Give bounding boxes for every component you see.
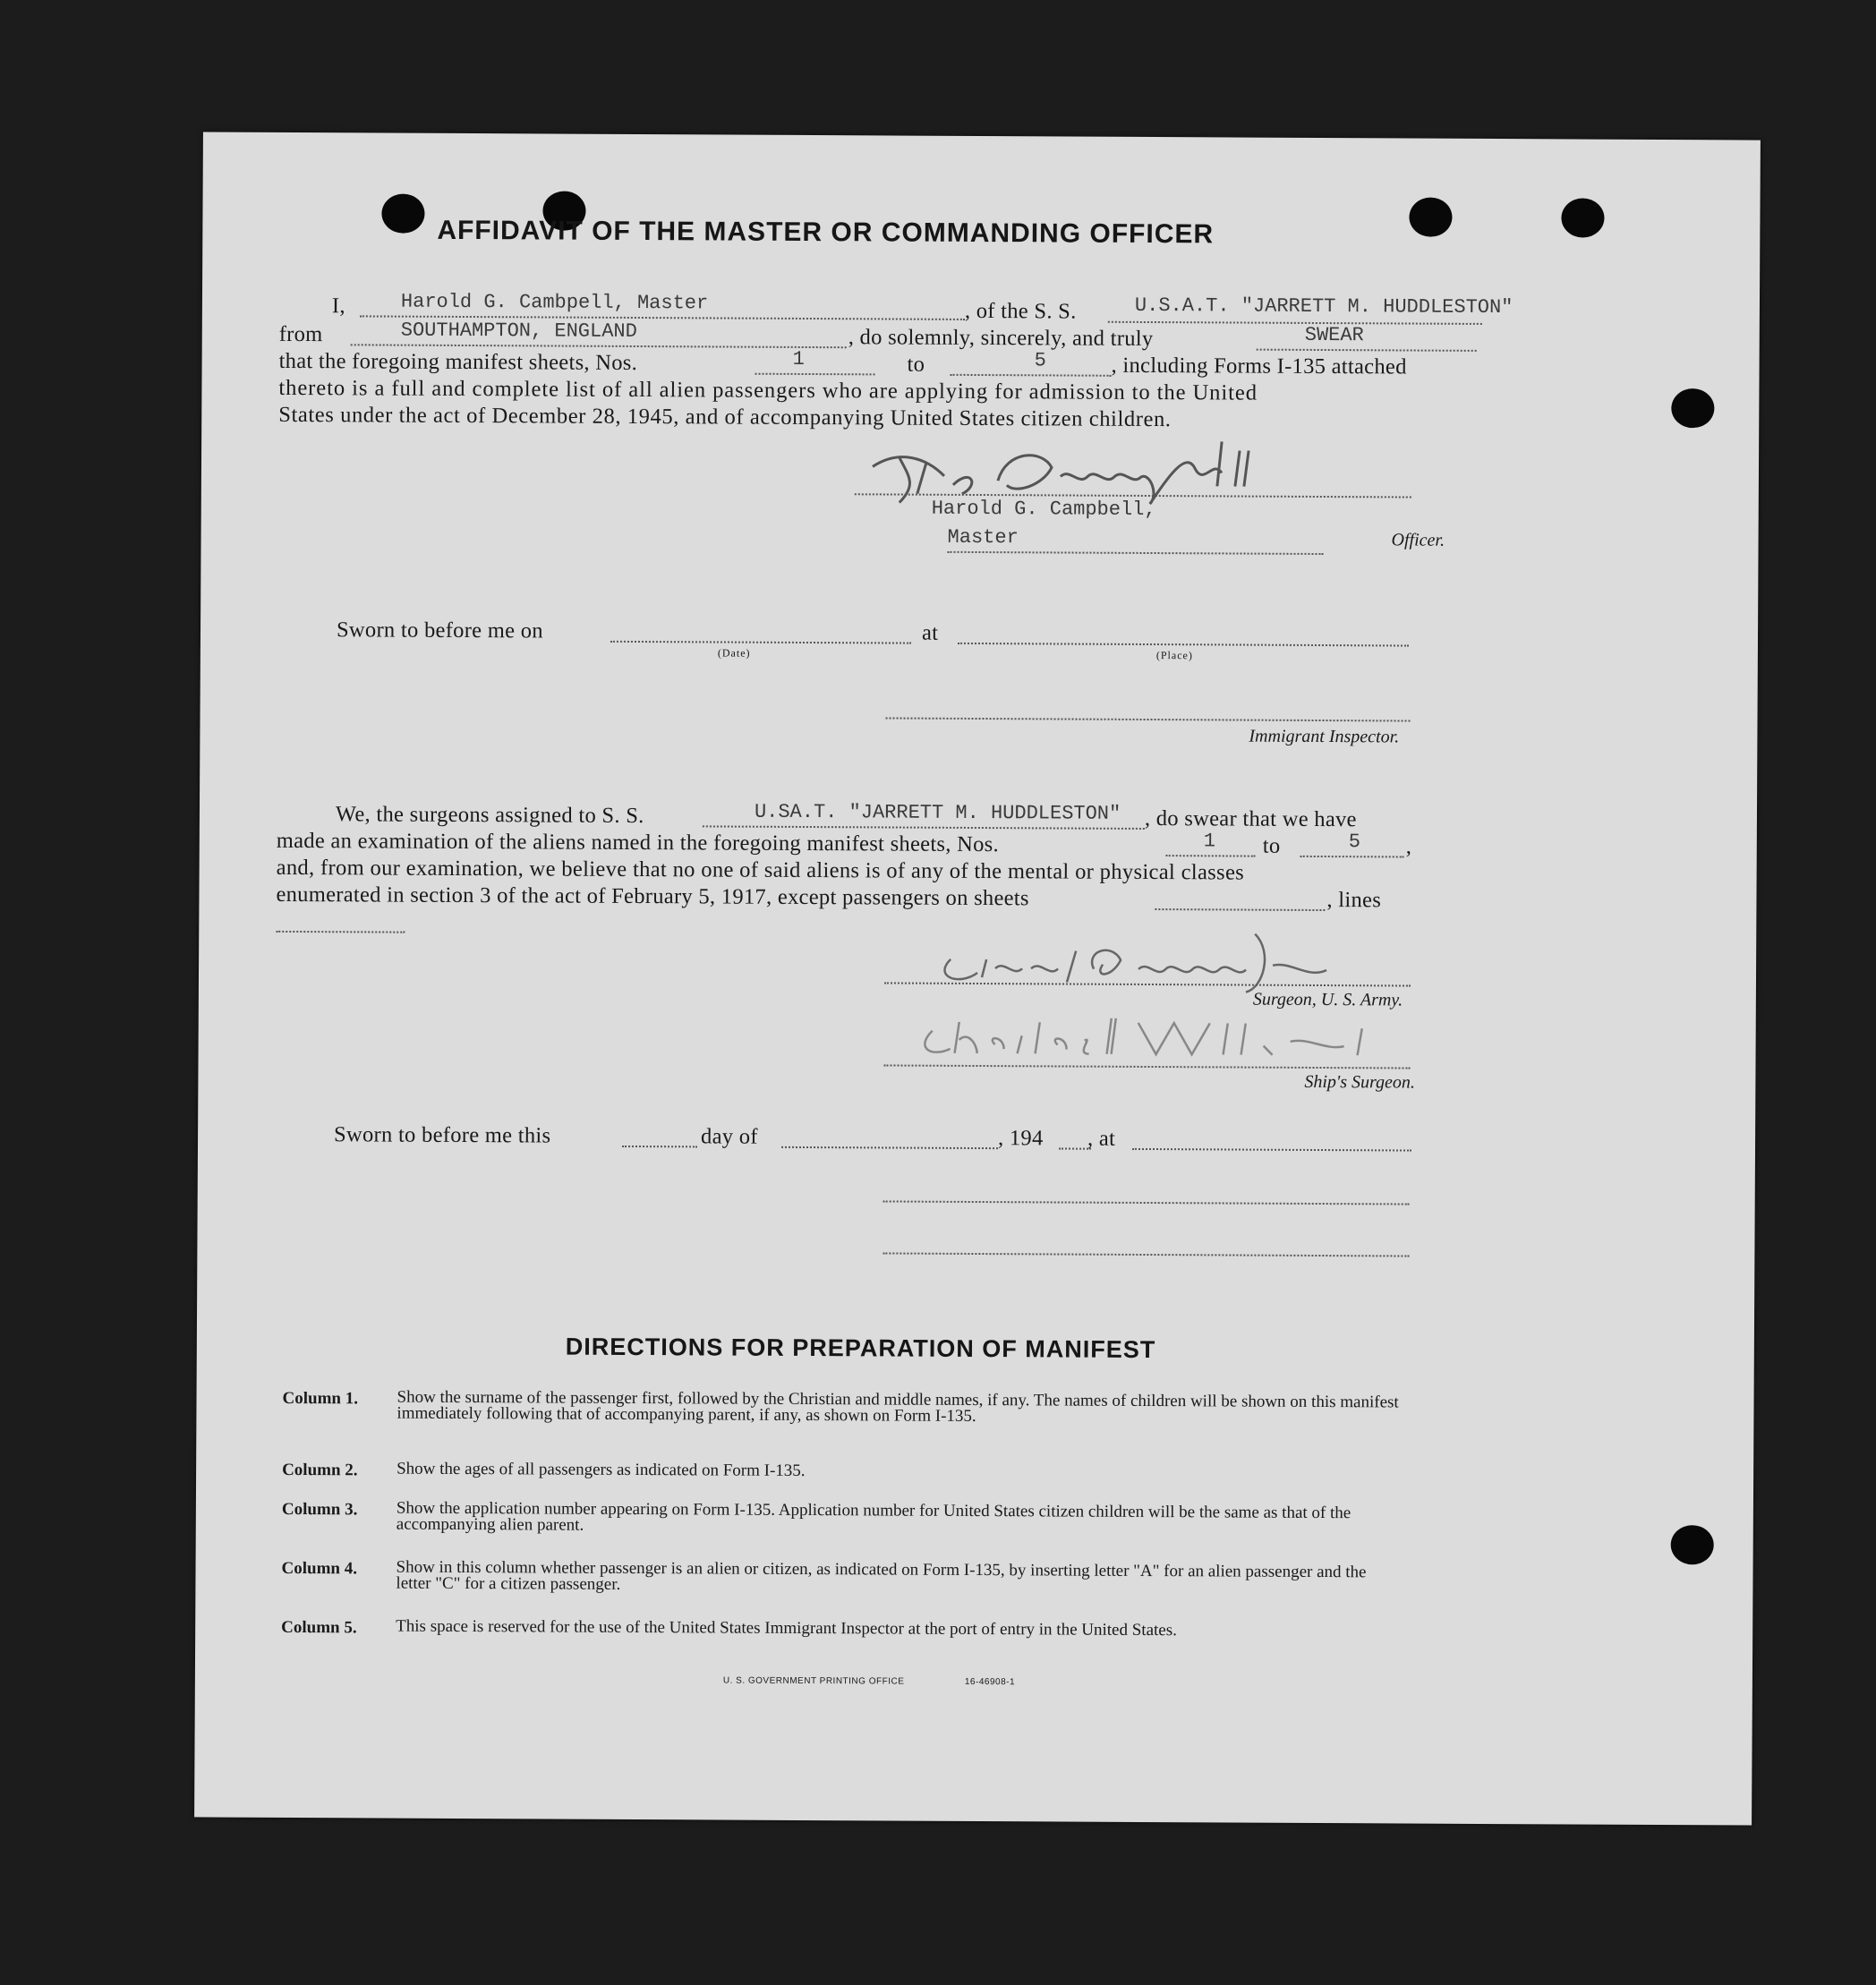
text-sworn-this: Sworn to before me this [334, 1122, 551, 1148]
ship-surgeon-signature [914, 1004, 1415, 1069]
surgeons-ship-field: U.SA.T. "JARRETT M. HUDDLESTON" [754, 800, 1121, 825]
column-5-text: This space is reserved for the use of the United States Immigrant Inspector at the port of entry in the United States. [396, 1616, 1177, 1640]
port-field: SOUTHAMPTON, ENGLAND [400, 319, 637, 343]
typed-signer-title: Master [947, 525, 1019, 549]
text-mental-physical: and, from our examination, we believe that no one of said aliens is of any of the mental or physical classes [276, 855, 1245, 885]
ship-surgeon-label: Ship's Surgeon. [1304, 1071, 1416, 1093]
ship-name-field: U.S.A.T. "JARRETT M. HUDDLESTON" [1134, 294, 1514, 319]
text-examination-sheets: made an examination of the aliens named in the foregoing manifest sheets, Nos. [276, 828, 1000, 857]
sworn-place-line [958, 643, 1409, 647]
text-surgeons-to: to [1262, 833, 1281, 858]
oath-field: SWEAR [1304, 323, 1364, 347]
surgeons-sheet-to-field: 5 [1348, 831, 1361, 854]
column-3-label: Column 3. [281, 1499, 358, 1520]
sworn-date-line [610, 641, 911, 644]
surgeons-sheet-from-line [1166, 855, 1256, 857]
army-surgeon-label: Surgeon, U. S. Army. [1252, 989, 1403, 1010]
surgeons-ship-line [703, 825, 1145, 830]
text-lines: , lines [1326, 888, 1382, 913]
text-we-surgeons: We, the surgeons assigned to S. S. [335, 802, 644, 829]
sheet-to-line [951, 374, 1112, 377]
text-of-ss: , of the S. S. [964, 298, 1077, 324]
punch-hole [1671, 388, 1714, 428]
sworn-signature-line-1 [883, 1200, 1410, 1205]
text-section-3: enumerated in section 3 of the act of February 5, 1917, except passengers on sheets [276, 882, 1029, 911]
text-comma: , [1405, 834, 1412, 859]
text-do-solemnly: , do solemnly, sincerely, and truly [848, 325, 1154, 352]
port-line [351, 344, 847, 348]
oath-line [1257, 349, 1477, 352]
sworn-month-line [781, 1146, 998, 1149]
text-at: at [921, 620, 939, 645]
printer-imprint: U. S. GOVERNMENT PRINTING OFFICE [722, 1675, 905, 1687]
sworn-year-line [1059, 1147, 1091, 1149]
date-label: (Date) [717, 646, 751, 660]
text-to: to [907, 352, 925, 377]
text-sworn-at: , at [1087, 1126, 1116, 1151]
sheet-from-field: 1 [792, 347, 805, 371]
text-full-complete-list: thereto is a full and complete list of all alien passengers who are applying for admission to the United [278, 375, 1258, 405]
lines-blank [276, 931, 405, 933]
affidavit-title: AFFIDAVIT OF THE MASTER OR COMMANDING OFFICER [437, 215, 1215, 250]
master-name-field: Harold G. Cambpell, Master [400, 290, 709, 315]
text-year: , 194 [997, 1126, 1044, 1151]
text-day-of: day of [701, 1124, 758, 1149]
ship-name-line [1108, 321, 1482, 325]
punch-hole [1671, 1525, 1714, 1564]
column-4-label: Column 4. [281, 1558, 358, 1579]
text-do-swear: , do swear that we have [1144, 805, 1357, 832]
text-sworn-before-on: Sworn to before me on [336, 618, 543, 643]
column-3-text: Show the application number appearing on Form I-135. Application number for United States citizen children will be the same as that of the accompanying alien parent. [396, 1498, 1352, 1535]
except-sheets-line [1155, 908, 1325, 911]
place-label: (Place) [1155, 649, 1193, 662]
form-number: 16-46908-1 [964, 1676, 1016, 1688]
surgeons-sheet-from-field: 1 [1203, 830, 1216, 853]
sheet-to-field: 5 [1034, 349, 1046, 372]
column-5-label: Column 5. [281, 1617, 357, 1638]
officer-label: Officer. [1391, 530, 1445, 550]
text-including-forms: , including Forms I-135 attached [1111, 353, 1407, 379]
column-4-text: Show in this column whether passenger is an alien or citizen, as indicated on Form I-135, by inserting letter "A" for an alien passenger and the letter "C" for a citizen passenger. [396, 1557, 1367, 1594]
punch-hole [1561, 198, 1604, 237]
surgeons-sheet-to-line [1300, 856, 1404, 858]
punch-hole [381, 194, 424, 234]
punch-hole [1409, 198, 1452, 237]
column-2-label: Column 2. [282, 1460, 358, 1480]
column-1-text: Show the surname of the passenger first, followed by the Christian and middle names, if any. The names of children will be shown on this manifest immediately following that of accompanying parent, if any, as shown on Form I-135. [397, 1387, 1399, 1426]
inspector-signature-line [886, 717, 1411, 721]
column-1-label: Column 1. [282, 1388, 359, 1409]
officer-line [947, 551, 1323, 555]
text-from: from [278, 321, 323, 347]
directions-title: DIRECTIONS FOR PREPARATION OF MANIFEST [565, 1333, 1156, 1364]
sworn-day-line [622, 1146, 697, 1147]
text-foregoing-sheets: that the foregoing manifest sheets, Nos. [278, 348, 638, 376]
text-i: I, [331, 294, 345, 319]
column-2-text: Show the ages of all passengers as indicated on Form I-135. [397, 1459, 806, 1480]
text-act-1945: States under the act of December 28, 1945, and of accompanying United States citizen children. [278, 402, 1172, 432]
typed-signer-name: Harold G. Campbell, [931, 497, 1156, 522]
sheet-from-line [755, 373, 875, 376]
inspector-label: Immigrant Inspector. [1249, 726, 1400, 747]
affidavit-form-page [194, 132, 1761, 1825]
sworn-signature-line-2 [883, 1252, 1409, 1257]
sworn-at-line [1132, 1148, 1411, 1152]
